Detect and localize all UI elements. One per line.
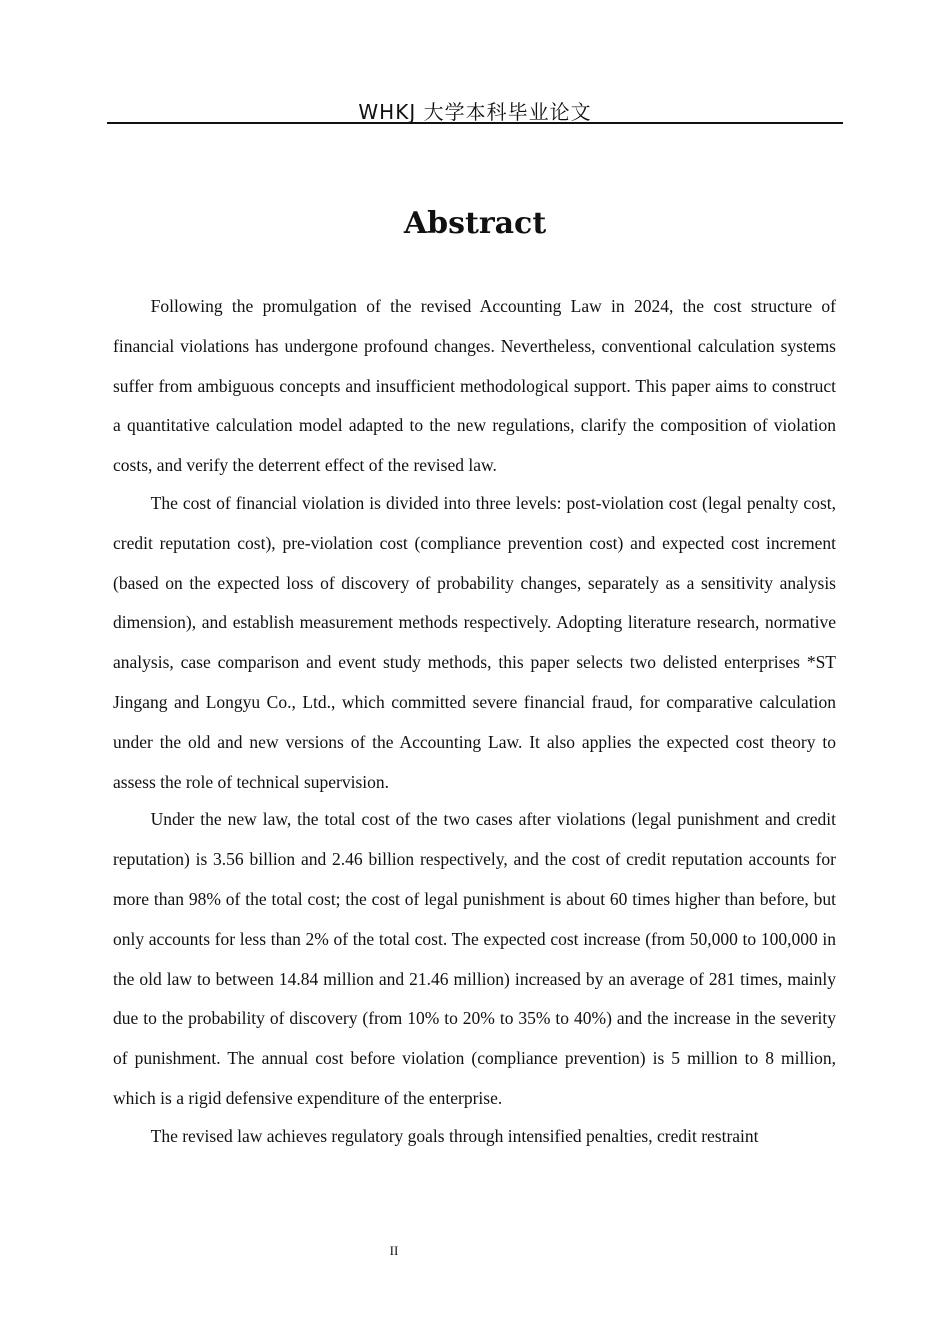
- abstract-paragraph: Under the new law, the total cost of the two cases after violations (legal punishment and credit reputation) is 3.56 billion and 2.46 billion respectively, and the cost of credit reputation accounts for more than 98% of the total cost; the cost of legal punishment is about 60 times higher than before, but only accounts for less than 2% of the total cost. The expected cost increase (from 50,000 to 100,000 in the old law to between 14.84 million and 21.46 million) increased by an average of 281 times, mainly due to the probability of discovery (from 10% to 20% to 35% to 40%) and the increase in the severity of punishment. The annual cost before violation (compliance prevention) is 5 million to 8 million, which is a rigid defensive expenditure of the enterprise.: [113, 809, 836, 1108]
- page-number: II: [389, 1243, 399, 1258]
- abstract-paragraph: Following the promulgation of the revised Accounting Law in 2024, the cost structure of financial violations has undergone profound changes. Nevertheless, conventional calculation systems suffer from ambiguous concepts and insufficient methodological support. This paper aims to construct a quantitative calculation model adapted to the new regulations, clarify the composition of violation costs, and verify the deterrent effect of the revised law.: [113, 296, 836, 476]
- abstract-paragraph: The cost of financial violation is divided into three levels: post-violation cost (legal penalty cost, credit reputation cost), pre-violation cost (compliance prevention cost) and expected cost increment (based on the expected loss of discovery of probability changes, separately as a sensitivity analysis dimension), and establish measurement methods respectively. Adopting literature research, normative analysis, case comparison and event study methods, this paper selects two delisted enterprises *ST Jingang and Longyu Co., Ltd., which committed severe financial fraud, for comparative calculation under the old and new versions of the Accounting Law. It also applies the expected cost theory to assess the role of technical supervision.: [113, 492, 836, 792]
- header-rule: [107, 122, 843, 124]
- abstract-title: Abstract: [403, 206, 547, 241]
- running-header: WHKJ 大学本科毕业论文: [358, 100, 592, 124]
- abstract-paragraph: The revised law achieves regulatory goals through intensified penalties, credit restraint: [150, 1125, 759, 1146]
- abstract-body: [113, 287, 836, 1157]
